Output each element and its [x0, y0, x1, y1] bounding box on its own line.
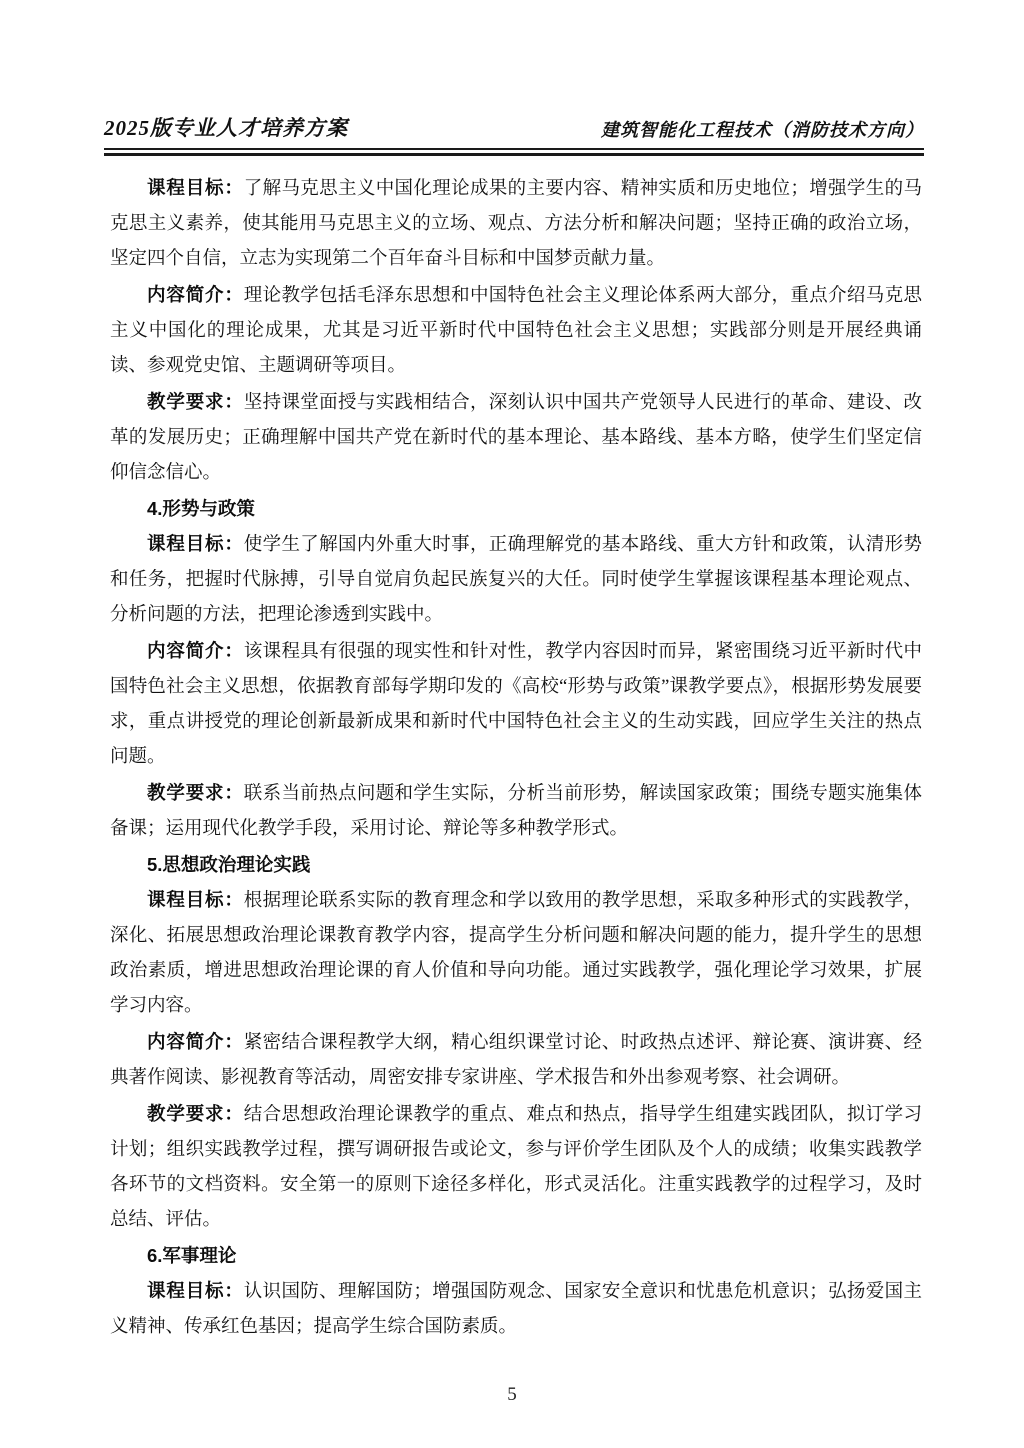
paragraph-label: 内容简介：	[147, 284, 244, 305]
paragraph-label: 课程目标：	[147, 533, 244, 554]
paragraph-text: 紧密结合课程教学大纲，精心组织课堂讨论、时政热点述评、辩论赛、演讲赛、经典著作阅读、影视教育等活动，周密安排专家讲座、学术报告和外出参观考察、社会调研。	[110, 1033, 922, 1088]
paragraph-text: 根据理论联系实际的教育理念和学以致用的教学思想，采取多种形式的实践教学，深化、拓展思想政治理论课教育教学内容，提高学生分析问题和解决问题的能力，提升学生的思想政治素质，增进思想政治理论课的育人价值和导向功能。通过实践教学，强化理论学习效果，扩展学习内容。	[110, 891, 922, 1016]
paragraph-content-intro-5	[110, 1024, 922, 1096]
paragraph-label: 内容简介：	[147, 1031, 244, 1052]
section-heading-5: 5.思想政治理论实践	[147, 854, 311, 875]
paragraph-label: 教学要求：	[147, 1103, 244, 1124]
paragraph-label: 教学要求：	[147, 782, 244, 803]
section-heading-4: 4.形势与政策	[147, 498, 255, 519]
header-rule	[104, 148, 924, 156]
paragraph-teaching-req-5	[110, 1096, 922, 1238]
paragraph-text: 理论教学包括毛泽东思想和中国特色社会主义理论体系两大部分，重点介绍马克思主义中国化的理论成果，尤其是习近平新时代中国特色社会主义思想；实践部分则是开展经典诵读、参观党史馆、主题调研等项目。	[110, 286, 922, 376]
paragraph-label: 教学要求：	[147, 391, 244, 412]
page-footer	[0, 1384, 1024, 1406]
header-left-title: 2025版专业人才培养方案	[104, 116, 348, 140]
paragraph-label: 内容简介：	[147, 640, 244, 661]
paragraph-course-goal-3	[110, 170, 922, 277]
paragraph-label: 课程目标：	[147, 177, 244, 198]
paragraph-course-goal-4	[110, 526, 922, 633]
paragraph-text: 了解马克思主义中国化理论成果的主要内容、精神实质和历史地位；增强学生的马克思主义素养，使其能用马克思主义的立场、观点、方法分析和解决问题；坚持正确的政治立场，坚定四个自信，立志为实现第二个百年奋斗目标和中国梦贡献力量。	[110, 179, 922, 269]
paragraph-course-goal-5	[110, 882, 922, 1024]
paragraph-text: 结合思想政治理论课教学的重点、难点和热点，指导学生组建实践团队，拟订学习计划；组织实践教学过程，撰写调研报告或论文，参与评价学生团队及个人的成绩；收集实践教学各环节的文档资料。安全第一的原则下途径多样化，形式灵活化。注重实践教学的过程学习，及时总结、评估。	[110, 1105, 922, 1230]
paragraph-content-intro-4	[110, 633, 922, 775]
paragraph-teaching-req-3	[110, 384, 922, 491]
paragraph-teaching-req-4	[110, 775, 922, 847]
paragraph-content-intro-3	[110, 277, 922, 384]
section-heading-6: 6.军事理论	[147, 1245, 237, 1266]
page-header	[104, 112, 924, 156]
paragraph-text: 联系当前热点问题和学生实际，分析当前形势，解读国家政策；围绕专题实施集体备课；运用现代化教学手段，采用讨论、辩论等多种教学形式。	[110, 784, 922, 839]
paragraph-course-goal-6	[110, 1273, 922, 1345]
paragraph-text: 坚持课堂面授与实践相结合，深刻认识中国共产党领导人民进行的革命、建设、改革的发展历史；正确理解中国共产党在新时代的基本理论、基本路线、基本方略，使学生们坚定信仰信念信心。	[110, 393, 922, 483]
paragraph-text: 该课程具有很强的现实性和针对性，教学内容因时而异，紧密围绕习近平新时代中国特色社会主义思想，依据教育部每学期印发的《高校“形势与政策”课教学要点》，根据形势发展要求，重点讲授党的理论创新最新成果和新时代中国特色社会主义的生动实践，回应学生关注的热点问题。	[110, 642, 922, 767]
document-body	[110, 170, 922, 1345]
paragraph-label: 课程目标：	[147, 1280, 244, 1301]
paragraph-text: 认识国防、理解国防；增强国防观念、国家安全意识和忧患危机意识；弘扬爱国主义精神、传承红色基因；提高学生综合国防素质。	[110, 1282, 922, 1337]
paragraph-text: 使学生了解国内外重大时事，正确理解党的基本路线、重大方针和政策，认清形势和任务，把握时代脉搏，引导自觉肩负起民族复兴的大任。同时使学生掌握该课程基本理论观点、分析问题的方法，把理论渗透到实践中。	[110, 535, 922, 625]
paragraph-label: 课程目标：	[147, 889, 244, 910]
page-number: 5	[507, 1384, 517, 1405]
header-right-title: 建筑智能化工程技术（消防技术方向）	[601, 120, 924, 140]
